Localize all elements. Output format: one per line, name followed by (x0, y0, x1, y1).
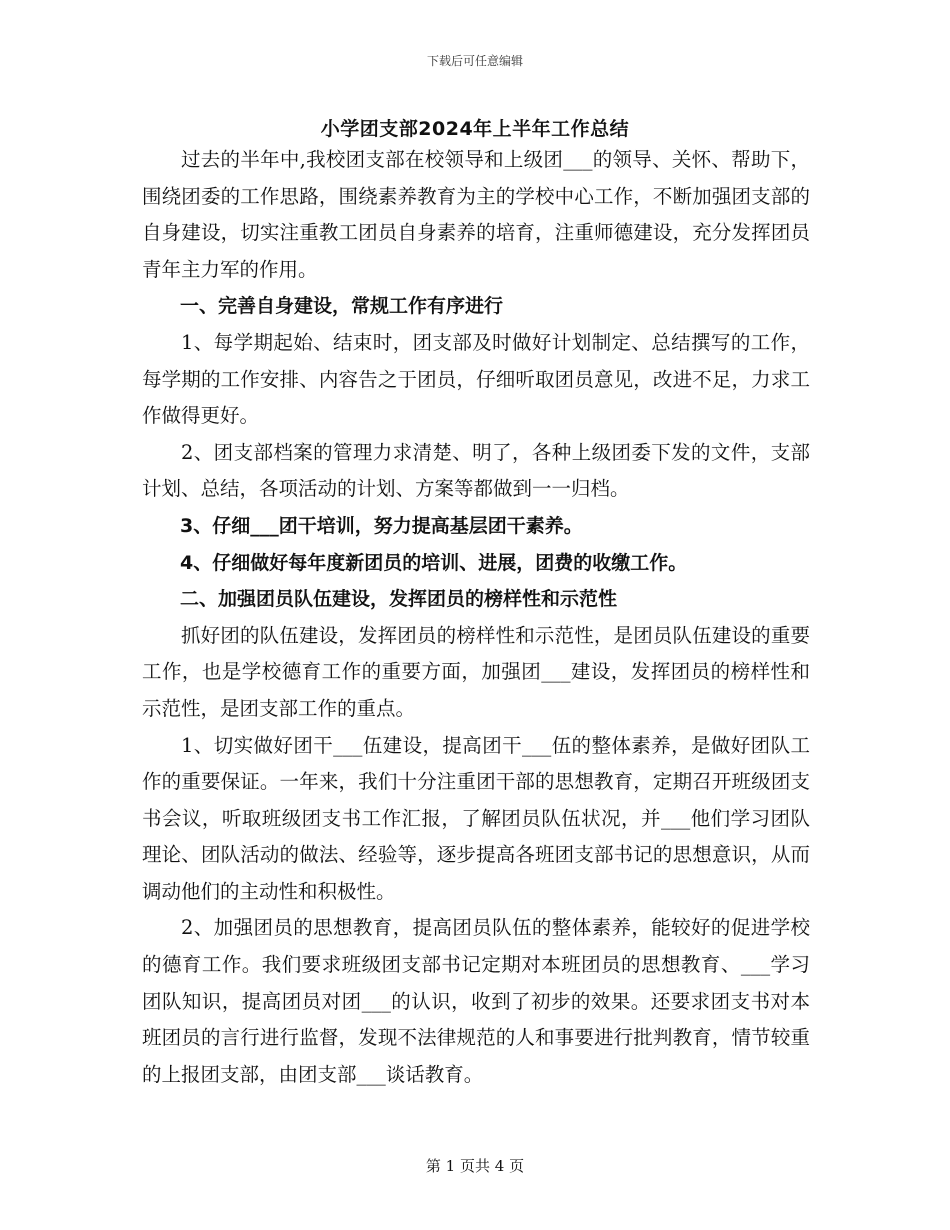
section-heading-2: 二、加强团员队伍建设，发挥团员的榜样性和示范性 (180, 588, 618, 611)
paragraph-item-bold: 3、仔细___团干培训，努力提高基层团干素养。 (180, 514, 583, 537)
page-footer: 第 1 页共 4 页 (425, 1157, 525, 1175)
document-title: 小学团支部2024年上半年工作总结 (320, 118, 630, 140)
document-body (142, 142, 810, 1093)
paragraph-item: 抓好团的队伍建设，发挥团员的榜样性和示范性，是团员队伍建设的重要工作，也是学校德育工作的重要方面，加强团___建设，发挥团员的榜样性和示范性，是团支部工作的重点。 (142, 623, 810, 720)
paragraph-intro: 过去的半年中,我校团支部在校领导和上级团___的领导、关怀、帮助下，围绕团委的工作思路，围绕素养教育为主的学校中心工作，不断加强团支部的自身建设，切实注重教工团员自身素养的培育，注重师德建设，充分发挥团员青年主力军的作用。 (142, 148, 810, 281)
paragraph-item-bold: 4、仔细做好每年度新团员的培训、进展，团费的收缴工作。 (180, 551, 688, 574)
section-heading-1: 一、完善自身建设，常规工作有序进行 (180, 295, 504, 318)
paragraph-item: 2、加强团员的思想教育，提高团员队伍的整体素养，能较好的促进学校的德育工作。我们要求班级团支部书记定期对本班团员的思想教育、___学习团队知识，提高团员对团___的认识，收到了初步的效果。还要求团支书对本班团员的言行进行监督，发现不法律规范的人和事要进行批判教育，情节较重的上报团支部，由团支部___谈话教育。 (142, 916, 810, 1086)
paragraph-item: 1、每学期起始、结束时，团支部及时做好计划制定、总结撰写的工作，每学期的工作安排、内容告之于团员，仔细听取团员意见，改进不足，力求工作做得更好。 (142, 330, 810, 428)
header-note: 下载后可任意编辑 (426, 54, 523, 68)
paragraph-item: 2、团支部档案的管理力求清楚、明了，各种上级团委下发的文件，支部计划、总结，各项活动的计划、方案等都做到一一归档。 (142, 440, 810, 501)
paragraph-item: 1、切实做好团干___伍建设，提高团干___伍的整体素养，是做好团队工作的重要保证。一年来，我们十分注重团干部的思想教育，定期召开班级团支书会议，听取班级团支书工作汇报，了解团员队伍状况，并___他们学习团队理论、团队活动的做法、经验等，逐步提高各班团支部书记的思想意识，从而调动他们的主动性和积极性。 (142, 733, 810, 903)
